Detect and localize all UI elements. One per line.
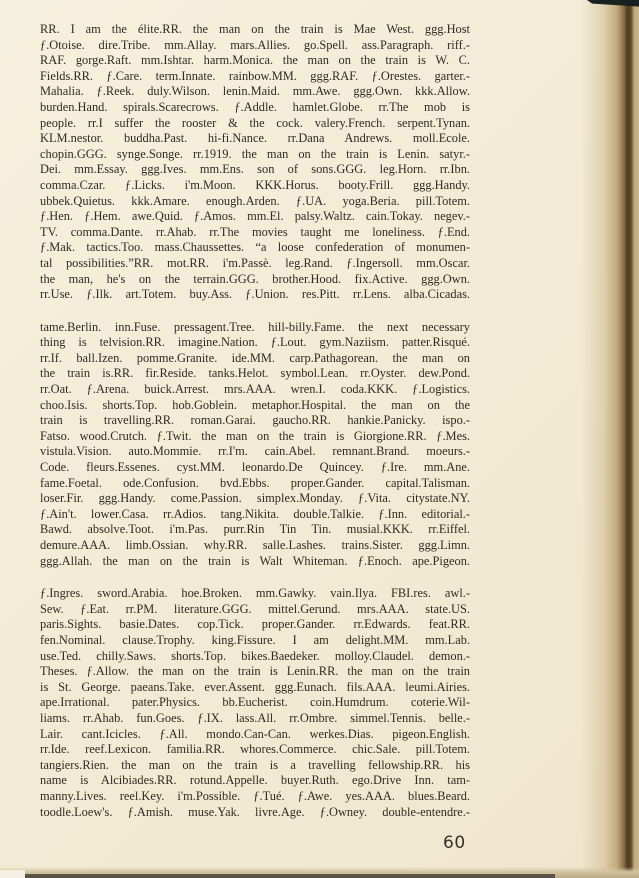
text-line: ƒ.Ingres. sword.Arabia. hoe.Broken. mm.Gawky. vain.Ilya. FBI.res. awl.-: [40, 586, 470, 601]
text-block: [40, 22, 470, 820]
text-line: the man, he's on the terrain.GGG. brother.Hood. fix.Active. ggg.Own.: [40, 271, 470, 286]
text-line: tal possibilities.”RR. mot.RR. i'm.Passè. leg.Rand. ƒ.Ingersoll. mm.Oscar.: [40, 255, 470, 270]
text-line: rr.Use. ƒ.Ilk. art.Totem. buy.Ass. ƒ.Union. res.Pitt. rr.Lens. alba.Cicadas.: [40, 287, 470, 302]
text-line: thing is telvision.RR. imagine.Nation. ƒ.Lout. gym.Naziism. patter.Risqué.: [40, 335, 470, 350]
text-line: is St. George. paeans.Take. ever.Assent. ggg.Eunach. fils.AAA. leumi.Airies.: [40, 679, 470, 694]
text-line: tangiers.Rien. the man on the train is a travelling fellowship.RR. his: [40, 757, 470, 772]
text-line: ggg.Allah. the man on the train is Walt Whiteman. ƒ.Enoch. ape.Pigeon.: [40, 553, 470, 568]
text-line: demure.AAA. limb.Ossian. why.RR. salle.Lashes. trains.Sister. ggg.Limn.: [40, 538, 470, 552]
text-line: rr.If. ball.Izen. pomme.Granite. ide.MM. carp.Pathagorean. the man on: [40, 350, 470, 365]
paragraph-1: [40, 22, 470, 303]
text-line: ƒ.Mak. tactics.Too. mass.Chaussettes. “a loose confederation of monumen-: [40, 240, 470, 255]
text-line: Mahalia. ƒ.Reek. duly.Wilson. lenin.Maid. mm.Awe. ggg.Own. kkk.Allow.: [40, 84, 470, 99]
text-line: the train is.RR. fir.Reside. tanks.Helot. symbol.Lean. rr.Oyster. dew.Pond.: [40, 366, 470, 381]
text-line: Fields.RR. ƒ.Care. term.Innate. rainbow.MM. ggg.RAF. ƒ.Orestes. garter.-: [40, 68, 470, 83]
text-line: burden.Hand. spirals.Scarecrows. ƒ.Addle. hamlet.Globe. rr.The mob is: [40, 99, 470, 114]
text-line: toodle.Loew's. ƒ.Amish. muse.Yak. livre.Age. ƒ.Owney. double-entendre.-: [40, 804, 470, 819]
paragraph-3: [40, 586, 470, 820]
text-line: loser.Fir. ggg.Handy. come.Passion. simplex.Monday. ƒ.Vita. citystate.NY.: [40, 491, 470, 506]
text-line: TV. comma.Dante. rr.Ahab. rr.The movies taught me loneliness. ƒ.End.: [40, 224, 470, 239]
text-line: paris.Sights. basie.Dates. cop.Tick. proper.Gander. rr.Edwards. feat.RR.: [40, 617, 470, 632]
text-line: people. rr.I suffer the rooster & the cock. valery.French. serpent.Tynan.: [40, 115, 470, 130]
text-line: tame.Berlin. inn.Fuse. pressagent.Tree. hill-billy.Fame. the next necessary: [40, 319, 470, 334]
text-line: name is Alcibiades.RR. rotund.Appelle. buyer.Ruth. ego.Drive Inn. tam-: [40, 773, 470, 788]
text-line: ƒ.Otoise. dire.Tribe. mm.Allay. mars.Allies. go.Spell. ass.Paragraph. riff.-: [40, 37, 470, 52]
text-line: manny.Lives. reel.Key. i'm.Possible. ƒ.Tué. ƒ.Awe. yes.AAA. blues.Beard.: [40, 788, 470, 803]
text-line: RAF. gorge.Raft. mm.Ishtar. harm.Monica. the man on the train is W. C.: [40, 53, 470, 68]
text-line: rr.Oat. ƒ.Arena. buick.Arrest. mrs.AAA. wren.I. coda.KKK. ƒ.Logistics.: [40, 382, 470, 397]
text-line: Lair. cant.Icicles. ƒ.All. mondo.Can-Can. werkes.Dias. pigeon.English.: [40, 726, 470, 741]
bottom-edge-dark-line: [25, 874, 555, 878]
text-line: comma.Czar. ƒ.Licks. i'm.Moon. KKK.Horus. booty.Frill. ggg.Handy.: [40, 177, 470, 192]
text-line: ubbek.Quietus. kkk.Amare. enough.Arden. ƒ.UA. yoga.Beria. pill.Totem.: [40, 193, 470, 208]
text-line: RR. I am the élite.RR. the man on the train is Mae West. ggg.Host: [40, 22, 470, 36]
text-line: KLM.nestor. buddha.Past. hi-fi.Nance. rr.Dana Andrews. moll.Ecole.: [40, 131, 470, 146]
text-line: train is travelling.RR. roman.Garai. gaucho.RR. hankie.Panicky. ispo.-: [40, 413, 470, 428]
text-line: Sew. ƒ.Eat. rr.PM. literature.GGG. mittel.Gerund. mrs.AAA. state.US.: [40, 601, 470, 616]
text-line: rr.Ide. reef.Lexicon. familia.RR. whores.Commerce. chic.Sale. pill.Totem.: [40, 742, 470, 757]
paragraph-2: [40, 320, 470, 570]
text-line: ƒ.Hen. ƒ.Hem. awe.Quid. ƒ.Amos. mm.El. palsy.Waltz. cain.Tokay. negev.-: [40, 209, 470, 224]
text-line: ƒ.Ain't. lower.Casa. rr.Adios. tang.Nikita. double.Talkie. ƒ.Inn. editorial.-: [40, 506, 470, 521]
text-line: use.Ted. chilly.Saws. shorts.Top. bikes.Baedeker. molloy.Claudel. demon.-: [40, 648, 470, 663]
text-line: vistula.Vision. auto.Mommie. rr.I'm. cain.Abel. remnant.Brand. moeurs.-: [40, 444, 470, 459]
text-line: ape.Irrational. pater.Physics. bb.Eucherist. coin.Humdrum. coterie.Wil-: [40, 695, 470, 710]
text-line: liams. rr.Ahab. fun.Goes. ƒ.IX. lass.All. rr.Ombre. simmel.Tennis. belle.-: [40, 710, 470, 725]
text-line: Dei. mm.Essay. ggg.Ives. mm.Ens. son of sons.GGG. leg.Horn. rr.Ibn.: [40, 162, 470, 177]
page-edge-shadow: [581, 0, 639, 878]
text-line: fen.Nominal. clause.Trophy. king.Fissure. I am delight.MM. mm.Lab.: [40, 632, 470, 647]
text-line: Code. fleurs.Essenes. cyst.MM. leonardo.De Quincey. ƒ.Ire. mm.Ane.: [40, 460, 470, 475]
text-line: Fatso. wood.Crutch. ƒ.Twit. the man on the train is Giorgione.RR. ƒ.Mes.: [40, 428, 470, 443]
text-line: fame.Foetal. ode.Confusion. bvd.Ebbs. proper.Gander. capital.Talisman.: [40, 475, 470, 490]
text-line: Theses. ƒ.Allow. the man on the train is Lenin.RR. the man on the train: [40, 664, 470, 679]
text-line: choo.Isis. shorts.Top. hob.Goblein. metaphor.Hospital. the man on the: [40, 397, 470, 412]
text-line: Bawd. absolve.Toot. i'm.Pas. purr.Rin Tin Tin. musial.KKK. rr.Eiffel.: [40, 522, 470, 537]
bottom-left-page-edge: [0, 870, 25, 878]
text-line: chopin.GGG. synge.Songe. rr.1919. the man on the train is Lenin. satyr.-: [40, 146, 470, 161]
page-number: 60: [443, 833, 466, 853]
